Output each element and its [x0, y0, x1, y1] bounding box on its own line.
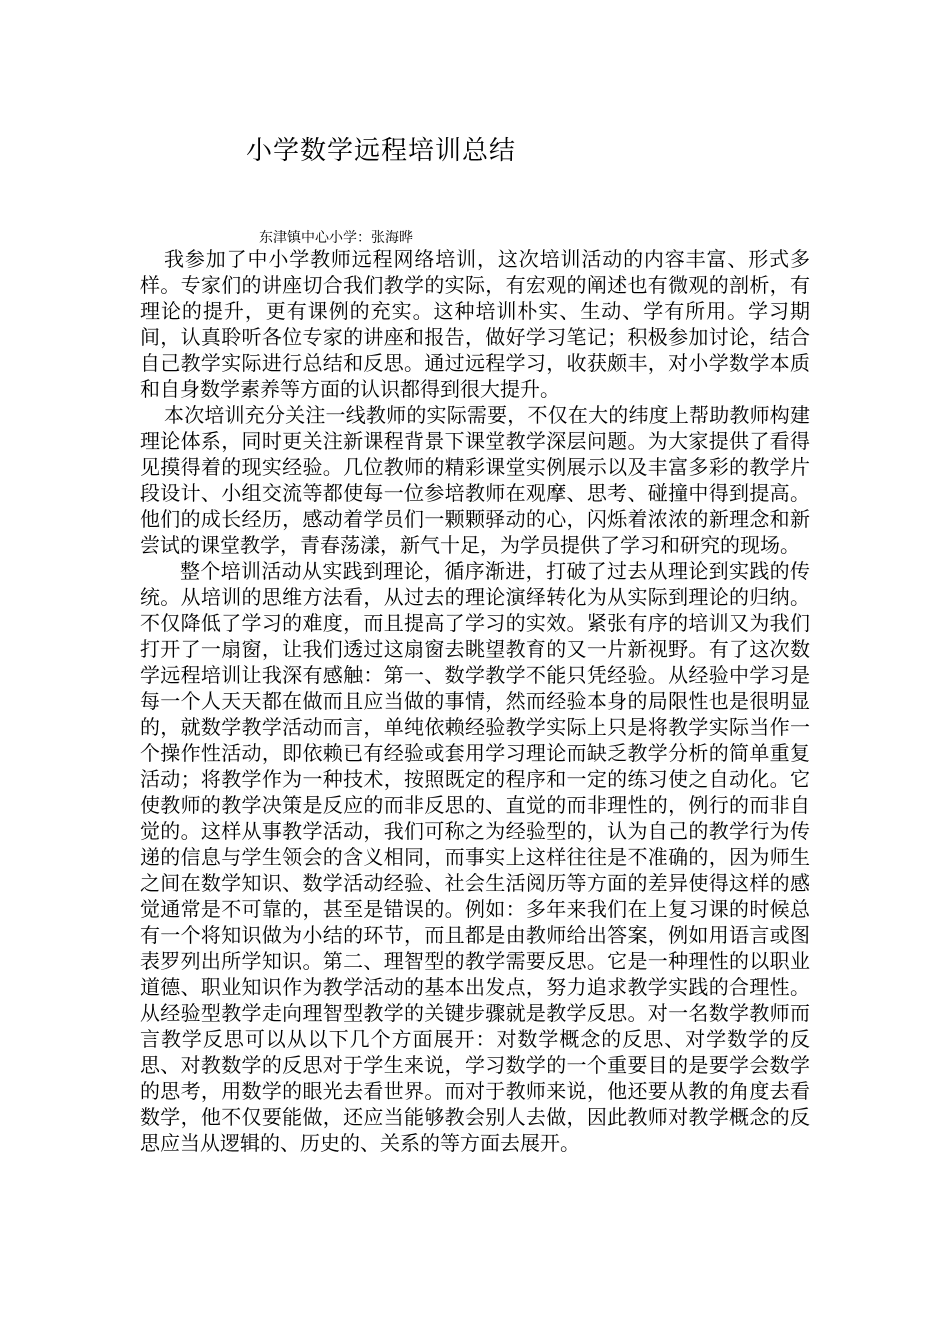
paragraph-2: 本次培训充分关注一线教师的实际需要，不仅在大的纬度上帮助教师构建理论体系，同时更关注新课程背景下课堂教学深层问题。为大家提供了看得见摸得着的现实经验。几位教师的精彩课堂实例展示以及丰富多彩的教学片段设计、小组交流等都使每一位参培教师在观摩、思考、碰撞中得到提高。他们的成长经历，感动着学员们一颗颗驿动的心，闪烁着浓浓的新理念和新尝试的课堂教学，青春荡漾，新气十足，为学员提供了学习和研究的现场。: [140, 403, 810, 557]
paragraph-3: 整个培训活动从实践到理论，循序渐进，打破了过去从理论到实践的传统。从培训的思维方法看，从过去的理论演绎转化为从实际到理论的归纳。不仅降低了学习的难度，而且提高了学习的实效。紧张有序的培训又为我们打开了一扇窗，让我们透过这扇窗去眺望教育的又一片新视野。有了这次数学远程培训让我深有感触：第一、数学教学不能只凭经验。从经验中学习是每一个人天天都在做而且应当做的事情，然而经验本身的局限性也是很明显的，就数学教学活动而言，单纯依赖经验教学实际上只是将教学实际当作一个操作性活动，即依赖已有经验或套用学习理论而缺乏教学分析的简单重复活动；将教学作为一种技术，按照既定的程序和一定的练习使之自动化。它使教师的教学决策是反应的而非反思的、直觉的而非理性的，例行的而非自觉的。这样从事教学活动，我们可称之为经验型的，认为自己的教学行为传递的信息与学生领会的含义相同，而事实上这样往往是不准确的，因为师生之间在数学知识、数学活动经验、社会生活阅历等方面的差异使得这样的感觉通常是不可靠的，甚至是错误的。例如：多年来我们在上复习课的时候总有一个将知识做为小结的环节，而且都是由教师给出答案，例如用语言或图表罗列出所学知识。第二、理智型的教学需要反思。它是一种理性的以职业道德、职业知识作为教学活动的基本出发点，努力追求教学实践的合理性。从经验型教学走向理智型教学的关键步骤就是教学反思。对一名数学教师而言教学反思可以从以下几个方面展开：对数学概念的反思、对学数学的反思、对教数学的反思对于学生来说，学习数学的一个重要目的是要学会数学的思考，用数学的眼光去看世界。而对于教师来说，他还要从教的角度去看数学，他不仅要能做，还应当能够教会别人去做，因此教师对教学概念的反思应当从逻辑的、历史的、关系的等方面去展开。: [140, 559, 810, 1155]
paragraph-1: 我参加了中小学教师远程网络培训，这次培训活动的内容丰富、形式多样。专家们的讲座切合我们教学的实际，有宏观的阐述也有微观的剖析，有理论的提升，更有课例的充实。这种培训朴实、生动、学有所用。学习期间，认真聆听各位专家的讲座和报告，做好学习笔记；积极参加讨论，结合自己教学实际进行总结和反思。通过远程学习，收获颇丰，对小学数学本质和自身数学素养等方面的认识都得到很大提升。: [140, 247, 810, 401]
author-line: 东津镇中心小学：张海晔: [259, 230, 413, 246]
document-title: 小学数学远程培训总结: [246, 136, 517, 166]
document-body: [140, 246, 810, 1156]
